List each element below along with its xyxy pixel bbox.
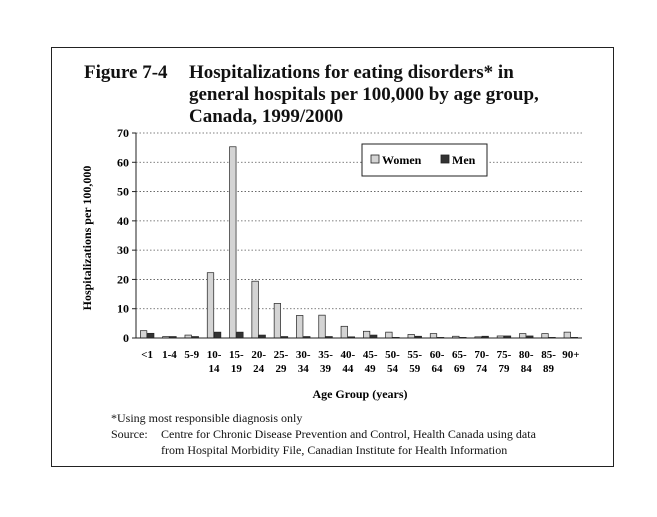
x-tick-label-1: 1-4 [162,349,177,361]
bar-men-0 [147,333,154,338]
footnote: *Using most responsible diagnosis only [111,411,303,425]
x-tick-label-11-line2: 54 [386,363,398,375]
source-label: Source: [111,427,148,441]
y-tick-label-20: 20 [117,272,129,287]
x-tick-label-12-line2: 59 [409,363,421,375]
x-tick-label-5-line2: 24 [253,363,265,375]
chart-notes [111,410,536,458]
x-tick-label-11: 50- [385,349,400,361]
x-tick-label-0: <1 [141,349,154,361]
y-tick-label-30: 30 [117,243,129,258]
bar-women-4 [230,147,237,338]
x-tick-label-18-line2: 89 [543,363,555,375]
bar-women-8 [319,315,326,338]
y-tick-label-60: 60 [117,155,129,170]
bar-women-17 [519,334,526,338]
x-tick-label-13: 60- [429,349,445,361]
x-tick-label-3-line2: 14 [208,363,220,375]
bar-women-13 [430,334,437,338]
x-tick-label-16-line2: 79 [498,363,510,375]
x-tick-labels [141,349,579,375]
legend [362,144,487,176]
x-tick-label-13-line2: 64 [431,363,443,375]
x-tick-label-9-line2: 44 [342,363,354,375]
y-tick-label-0: 0 [123,331,129,345]
y-tick-label-10: 10 [117,301,129,316]
bar-women-5 [252,281,259,338]
bar-women-18 [542,334,549,338]
x-tick-label-8-line2: 39 [320,363,332,375]
bar-women-7 [296,315,303,338]
x-tick-label-14-line2: 69 [453,363,465,375]
bar-women-12 [408,334,415,338]
bar-women-9 [341,326,348,338]
x-tick-label-15-line2: 74 [476,363,488,375]
legend-swatch-men [441,155,449,163]
x-tick-label-8: 35- [318,349,333,361]
source-line-1 [111,426,536,442]
x-tick-label-15: 70- [474,349,489,361]
x-tick-label-6: 25- [273,349,289,361]
x-tick-label-17-line2: 84 [520,363,532,375]
x-axis-label: Age Group (years) [312,387,408,401]
y-tick-label-40: 40 [117,213,129,228]
x-tick-label-19: 90+ [562,349,580,361]
x-tick-label-4-line2: 19 [230,363,242,375]
legend-swatch-women [371,155,379,163]
x-tick-label-12: 55- [407,349,423,361]
x-tick-label-18: 85- [541,349,556,361]
x-tick-label-7-line2: 34 [297,363,309,375]
x-tick-label-5: 20- [251,349,266,361]
bar-women-11 [386,332,393,338]
y-tick-label-50: 50 [117,184,129,199]
figure-title-line-2: general hospitals per 100,000 by age group, [189,84,539,105]
bar-women-10 [363,331,370,338]
legend-label-men: Men [452,153,476,167]
x-tick-label-9: 40- [340,349,356,361]
bar-women-0 [140,331,147,338]
axes [136,133,582,338]
y-tick-label-70: 70 [117,126,129,140]
bar-men-3 [214,332,221,338]
x-tick-label-17: 80- [518,349,534,361]
x-tick-label-3: 10- [206,349,222,361]
bar-women-19 [564,332,571,338]
source-line-2: from Hospital Morbidity File, Canadian Institute for Health Information [161,443,508,457]
bar-women-6 [274,303,281,338]
figure-title-line-3: Canada, 1999/2000 [189,106,344,127]
x-tick-label-10: 45- [362,349,378,361]
gridlines [132,133,582,338]
bar-men-4 [237,332,244,338]
x-tick-label-10-line2: 49 [364,363,376,375]
y-tick-labels [117,126,129,345]
x-tick-label-16: 75- [496,349,512,361]
figure-number: Figure 7-4 [84,62,168,83]
x-tick-label-6-line2: 29 [275,363,287,375]
x-tick-label-4: 15- [229,349,244,361]
figure-title-line-1: Hospitalizations for eating disorders* in [189,62,514,83]
x-tick-label-7: 30- [295,349,311,361]
bar-women-3 [207,273,214,338]
legend-label-women: Women [382,153,422,167]
source-text-1: Centre for Chronic Disease Prevention and Control, Health Canada using data [161,427,536,441]
x-tick-label-2: 5-9 [184,349,200,361]
x-tick-label-14: 65- [452,349,467,361]
bars [140,147,577,338]
y-axis-label: Hospitalizations per 100,000 [80,165,94,311]
